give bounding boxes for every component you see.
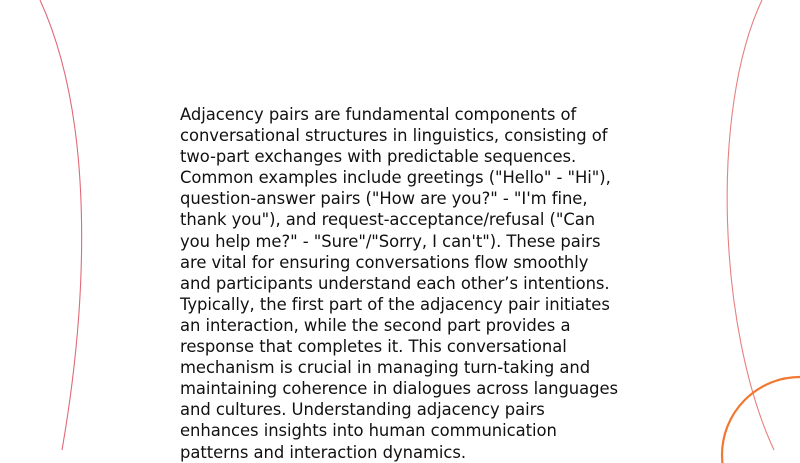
orange-circle-arc: [722, 377, 800, 463]
left-arc-line: [40, 0, 82, 450]
body-paragraph: Adjacency pairs are fundamental components of conversational structures in linguistics, consisting of two-part exchanges with predictable sequences. Common examples include greetings ("Hello" - "Hi"), question-answer pairs ("How are you?" - "I'm fine, thank you"), and request-acceptance/refusal ("Can you help me?" - "Sure"/"Sorry, I can't"). These pairs are vital for ensuring conversations flow smoothly and participants understand each other’s intentions. Typically, the first part of the adjacency pair initiates an interaction, while the second part provides a response that completes it. This conversational mechanism is crucial in managing turn-taking and maintaining coherence in dialogues across languages and cultures. Understanding adjacency pairs enhances insights into human communication patterns and interaction dynamics.: [180, 105, 619, 462]
right-arc-line: [727, 0, 774, 450]
